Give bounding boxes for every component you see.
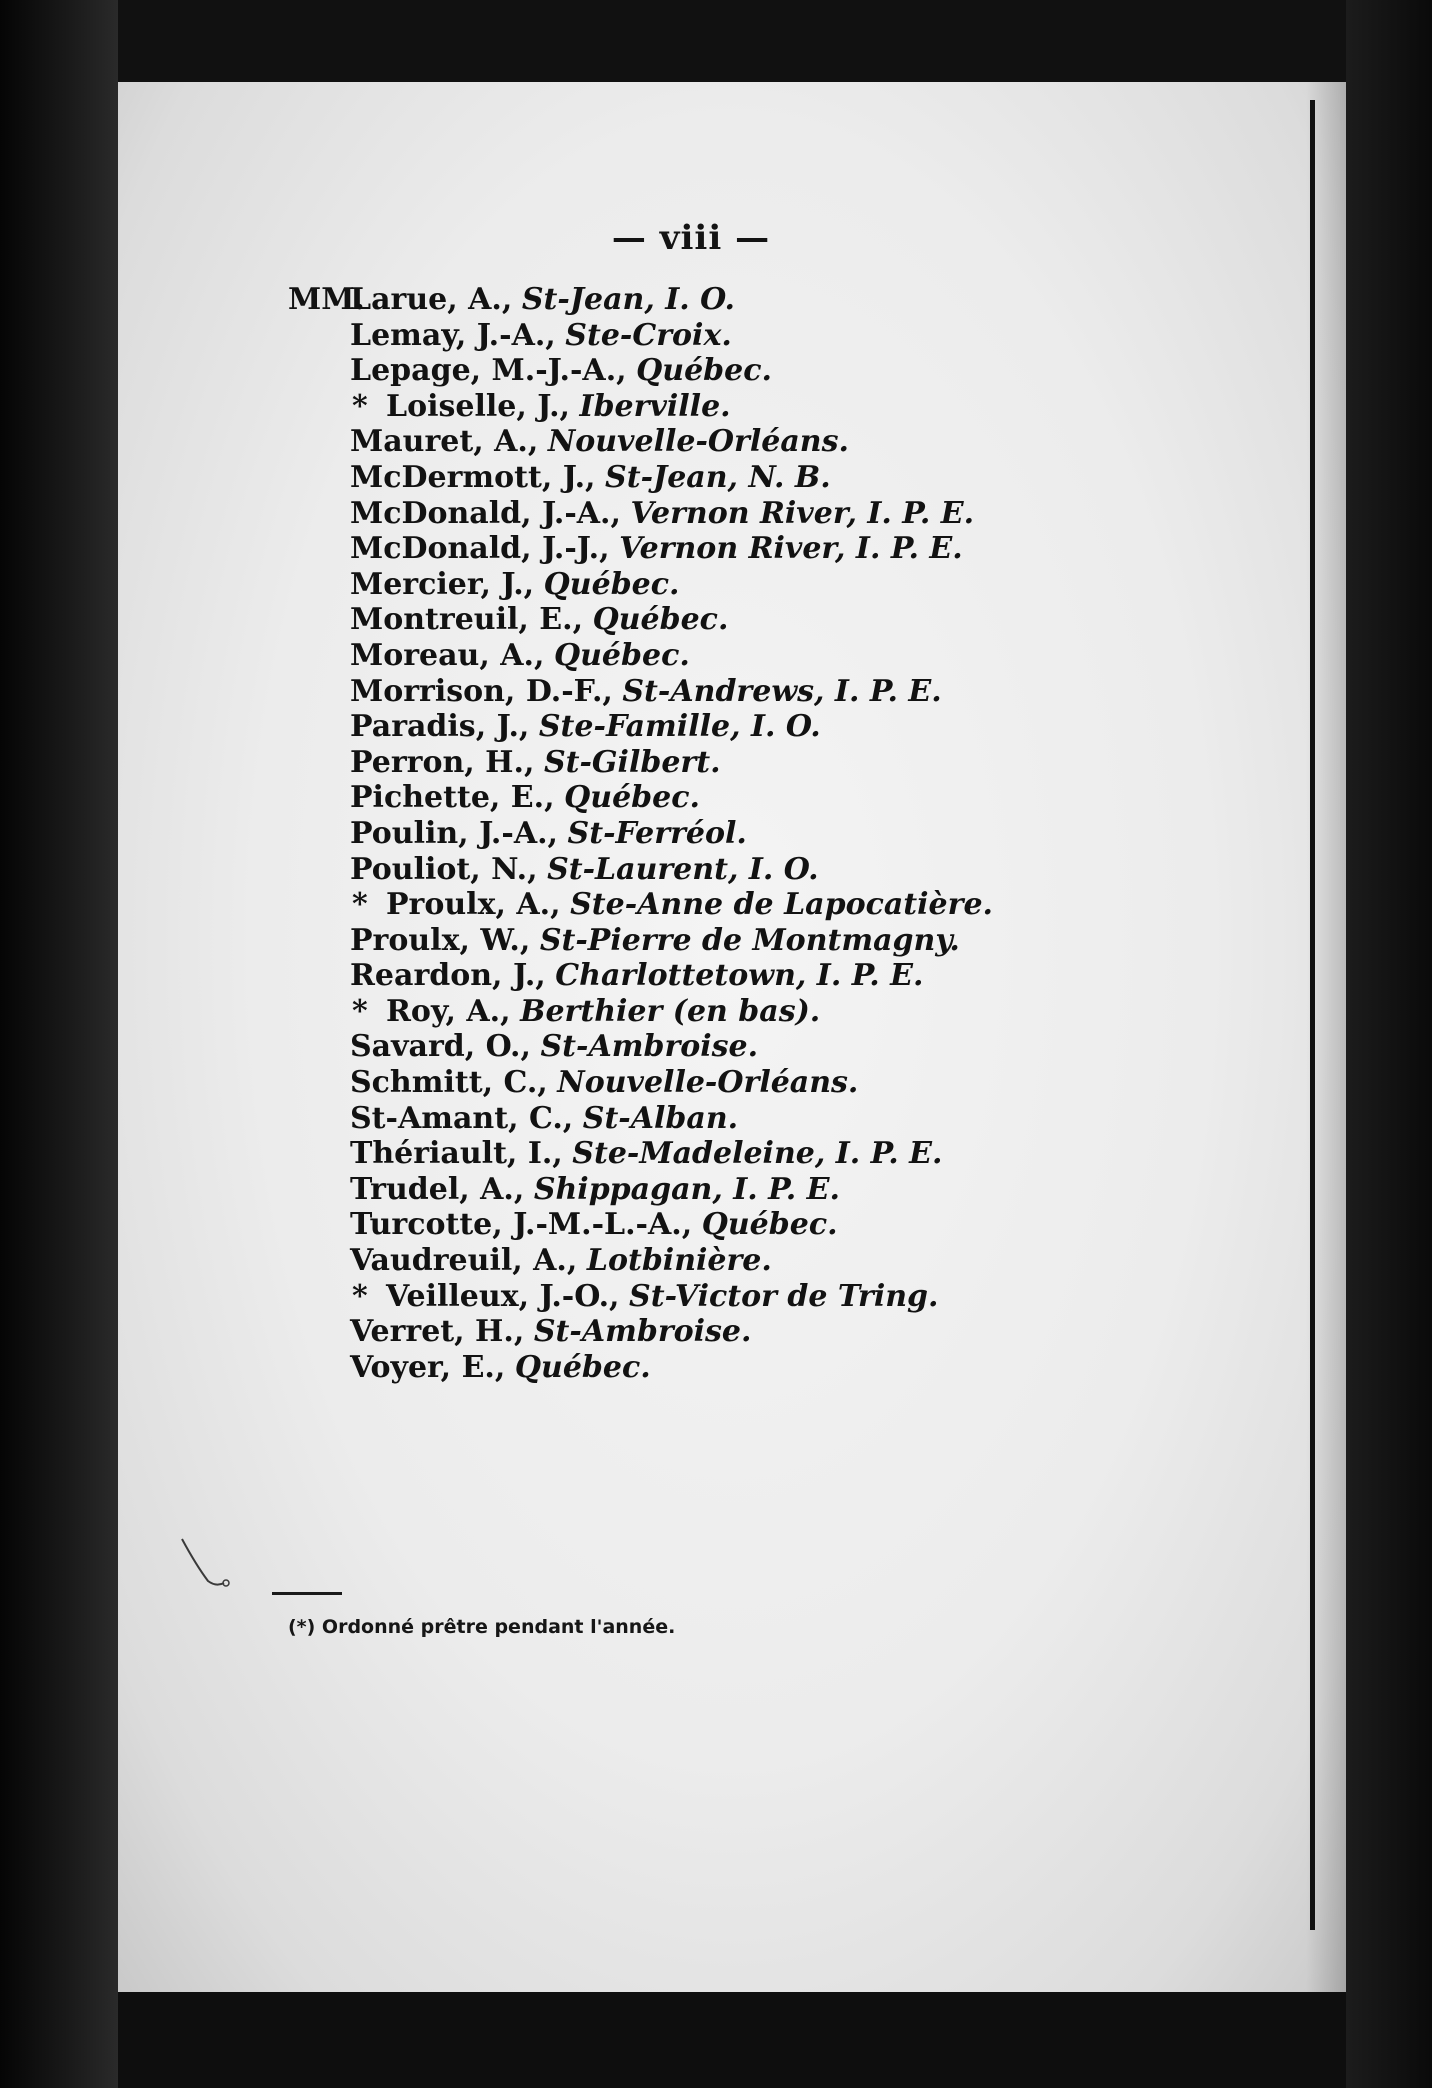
entry-name: Turcotte, J.-M.-L.-A., (350, 1207, 693, 1243)
list-item (288, 1279, 1288, 1315)
entry-name: Montreuil, E., (350, 602, 584, 638)
name-list (288, 282, 1288, 1385)
entry-name: Perron, H., (350, 744, 535, 780)
list-item (288, 496, 1288, 532)
list-item (288, 923, 1288, 959)
list-item (288, 1207, 1288, 1243)
entry-place: St-Ambroise. (533, 1314, 752, 1350)
entry-place: Ste-Famille, I. O. (538, 709, 821, 745)
entry-place: St-Pierre de Montmagny. (539, 922, 960, 958)
entry-place: Berthier (en bas). (520, 993, 821, 1029)
entry-name: Schmitt, C., (350, 1065, 548, 1101)
list-item (288, 318, 1288, 354)
list-item (288, 852, 1288, 888)
list-item (288, 674, 1288, 710)
list-item (288, 353, 1288, 389)
entry-place: St-Gilbert. (543, 744, 721, 780)
entry-place: St-Jean, I. O. (521, 282, 735, 317)
entry-name: Moreau, A., (350, 637, 545, 673)
page-number (0, 218, 1432, 258)
entry-name: Lemay, J.-A., (350, 317, 556, 353)
entry-place: St-Andrews, I. P. E. (622, 673, 942, 709)
entry-place: St-Ferréol. (567, 815, 747, 851)
list-item (288, 638, 1288, 674)
list-item (288, 709, 1288, 745)
entry-name: Proulx, A., (386, 887, 561, 923)
ordination-asterisk: * (352, 1278, 368, 1314)
entry-place: Lotbinière. (586, 1243, 772, 1279)
scan-bottom-margin (118, 1992, 1346, 2088)
entry-place: Vernon River, I. P. E. (630, 495, 975, 531)
list-item (288, 1101, 1288, 1137)
footnote-rule (272, 1592, 342, 1595)
entry-place: St-Ambroise. (540, 1029, 759, 1065)
book-binding-edge (0, 0, 118, 2088)
list-item (288, 887, 1288, 923)
footnote: (*) Ordonné prêtre pendant l'année. (288, 1616, 676, 1638)
ordination-asterisk: * (352, 887, 368, 923)
entry-name: Thériault, I., (350, 1136, 563, 1172)
entry-name: Vaudreuil, A., (350, 1243, 578, 1279)
list-item (288, 1350, 1288, 1386)
entry-place: Québec. (564, 780, 700, 816)
pencil-mark-icon (178, 1535, 248, 1595)
entry-place: St-Laurent, I. O. (547, 851, 819, 887)
entry-name: Poulin, J.-A., (350, 815, 558, 851)
ordination-asterisk: * (352, 388, 368, 424)
entry-name: Roy, A., (386, 993, 511, 1029)
list-item (288, 424, 1288, 460)
list-item (288, 958, 1288, 994)
entry-name: McDermott, J., (350, 459, 596, 495)
list-item (288, 1314, 1288, 1350)
entry-name: Trudel, A., (350, 1171, 525, 1207)
entry-place: St-Victor de Tring. (629, 1278, 939, 1314)
entry-name: Pouliot, N., (350, 851, 538, 887)
entry-name: Pichette, E., (350, 780, 555, 816)
entry-name: Voyer, E., (350, 1349, 506, 1385)
entry-place: Ste-Madeleine, I. P. E. (572, 1136, 943, 1172)
entry-place: Québec. (636, 353, 772, 389)
list-item (288, 780, 1288, 816)
entry-name: Loiselle, J., (386, 388, 570, 424)
list-item (288, 745, 1288, 781)
entry-name: Reardon, J., (350, 958, 546, 994)
entry-place: Québec. (514, 1349, 651, 1385)
list-item (288, 282, 1288, 318)
list-item (288, 1243, 1288, 1279)
entry-place: Iberville. (579, 388, 731, 424)
entry-name: Morrison, D.-F., (350, 673, 613, 709)
list-item (288, 1136, 1288, 1172)
entry-place: Québec. (543, 566, 680, 602)
entry-name: Larue, A., (350, 282, 513, 317)
list-item (288, 567, 1288, 603)
entry-place: Nouvelle-Orléans. (557, 1065, 859, 1101)
entry-name: Paradis, J., (350, 709, 530, 745)
entry-place: Shippagan, I. P. E. (533, 1171, 840, 1207)
entry-name: Savard, O., (350, 1029, 531, 1065)
entry-name: McDonald, J.-A., (350, 495, 621, 531)
entry-place: Charlottetown, I. P. E. (555, 958, 924, 994)
list-item (288, 460, 1288, 496)
entry-place: Nouvelle-Orléans. (547, 424, 849, 460)
list-item (288, 994, 1288, 1030)
entry-name: Mauret, A., (350, 424, 539, 460)
list-item (288, 1029, 1288, 1065)
entry-place: Québec. (553, 637, 690, 673)
list-item (288, 389, 1288, 425)
entry-name: Veilleux, J.-O., (386, 1278, 620, 1314)
entry-name: Verret, H., (350, 1314, 525, 1350)
entry-name: Proulx, W., (350, 922, 531, 958)
entry-place: Québec. (701, 1207, 838, 1243)
page-number-text: — viii — (611, 218, 771, 258)
entry-place: Vernon River, I. P. E. (619, 531, 963, 567)
list-item (288, 602, 1288, 638)
page-edge-rule (1310, 100, 1315, 1930)
entry-prefix: MM. (288, 282, 365, 317)
entry-place: Ste-Croix. (565, 317, 732, 353)
entry-name: Lepage, M.-J.-A., (350, 353, 627, 389)
entry-name: McDonald, J.-J., (350, 531, 610, 567)
scan-right-margin (1346, 0, 1432, 2088)
list-item (288, 1172, 1288, 1208)
list-item (288, 531, 1288, 567)
entry-name: Mercier, J., (350, 566, 535, 602)
entry-name: St-Amant, C., (350, 1100, 574, 1136)
list-item (288, 816, 1288, 852)
list-item (288, 1065, 1288, 1101)
entry-place: Ste-Anne de Lapocatière. (570, 887, 993, 923)
ordination-asterisk: * (352, 993, 368, 1029)
entry-place: St-Alban. (582, 1100, 739, 1136)
entry-place: St-Jean, N. B. (605, 459, 831, 495)
entry-place: Québec. (592, 602, 729, 638)
